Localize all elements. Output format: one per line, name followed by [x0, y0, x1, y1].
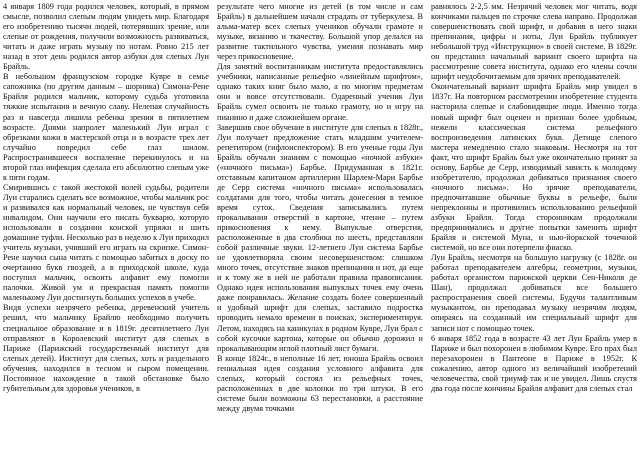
paragraph: Окончательный вариант шрифта Брайль мир увидел в 1837г. На повторном рассмотрении изобретение студента насторила слепые и слабовидящие люди. Именно тогда новый шрифт был оценен и признан более удобным, нежели классическая система рельефного воспроизведения латинских букв. Детище слепого мастера немедленно стало знаковым. Несмотря на тот факт, что шрифт Брайль был уже окончательно принят за основу, Барбье де Серр, изводимый зависть к молодому изобретателю, продолжал добиваться признания своего «ночного письма». Но зрячие преподаватели, предпочитавшие обычные буквы в рельефе, были непреклонны и противились использованию рельефной азбуки Брайля. Тогда сторонникам продолжали предпринимались и другие попытки заменить шрифт Брайля и системой Муна, и нью-йоркской точечной системой, но все они потерпели фиаско. — [431, 82, 637, 253]
paragraph: В небольшом французском городке Кувре в семье сапожника (по другим данным – шорника) Симона-Рене Брайля родился мальчик, которому судьба уготовила тяжкие испытания и вечную славу. Нелепая случайность раз и навсегда лишила ребенка зрения в пятилетнем возрасте. Днями напролет маленький Луи играл с обрезками кожи в мастерской отца и в возрасте трех лет случайно повредил себе глаз шилом. Распространившееся воспаление перекинулось и на второй глаз инфекция сделала его абсолютно слепым уже к пяти годам. — [3, 72, 209, 182]
paragraph: Завершив свое обучение в институте для слепых в 1828г., Луи получает предложение стать младшим учителем-репетитором (гифлоиспектором). В его ученые годы Луи Брайль обучали знаниям с помощью «ночной азбуки» («ночного письма») Барбье. Придуманная в 1821г. отставным капитаном артиллерии Шарлем-Мари Барбье де Серр система «ночного письма» использовалась солдатами для того, чтобы читать донесения в темное время суток. Сведения записывались путем прокалывания отверстий в картоне, чтение – путем прикосновения к нему. Выпуклые отверстия, расположенные в два столбика по шесть, представляли собой различные звуки. 12-летнего Луи система Барбье не удовлетворяла своим несовершенством: слишком много точек, отсутствие знаков препинания и нот, да еще и к тому же в ней не работали правила правописания. Однако идея использования выпуклых точек ему очень даже понравилась. Желание создать более совершенный и удобный шрифт для слепых, заставило подростка проводить немало времени в поисках, экспериментируя. Летом, находясь на каникулах в родном Кувре, Луи брал с собой кусочки картона, которые он обычно дорожил и прокалывающим иглой плотный лист бумаги. — [217, 122, 423, 353]
paragraph: Луи Брайль, несмотря на большую нагрузку (с 1828г. он работал преподавателем алгебры, геометрии, музыки, работал органистом парижской церкви Сен-Николя де Шан), продолжал добиваться все большего распространения своей системы. Будучи талантливым музыкантом, он преподавал музыку незрячим людям, опираясь на созданный им специальный шрифт для записи нот с помощью точек. — [431, 253, 637, 333]
paragraph: В конце 1824г., в неполные 16 лет, юноша Брайль освоил гениальная идея создания условного алфавита для слепых, который состоял из рельефных точек, расположенных в две колонки по три штуки. В его системе были возможны 63 перестановки, а расстояние между двумя точками — [217, 353, 423, 413]
paragraph: Видя успехи незрячего ребенка, деревенский учитель решил, что мальчику Брайлю необходимо получить специальное образование и в 1819г. десятилетнего Луи отправляют в Королевский институт для слепых в Париже (Парижский государственный институт для слепых детей). Институт для слепых, хоть и раздельного обучения, находился в тесном и сыром помещении. Постоянное нахождение в такой обстановке было губительным для здоровья учеников, в — [3, 303, 209, 393]
paragraph: Смирившись с такой жестокой волей судьбы, родители Луи старались сделать все возможное, чтобы мальчик рос и развивался как нормальный человек, не чувствуя себя инвалидом. Они научили его писать букварю, которую использовали в создании конской упряжи и шить домашние туфли. Несколько раз в неделю к Луи приходил учитель музыки, учивший его играть на скрипке. Симон-Рене научил сына читать с помощью забитых в доску по очертанию букв гвоздей, а в приходской школе, куда поступил мальчик, освоить алфавит ему помогли палочки. Живой ум и прекрасная память помогли маленькому Луи достигнуть больших успехов в учебе. — [3, 182, 209, 303]
text-column-2 — [217, 2, 423, 452]
paragraph: равнялось 2-2,5 мм. Незрячий человек мог читать, водя кончиками пальцев по строчке слева направо. Продолжая совершенствовать свой шрифт, и добавив в него знаки препинания, цифры и ноты, Луи Брайль публикует небольшой труд «Инструкцию» в своей системе. В 1829г. он представил начальный вариант своего шрифта на рассмотрение совета института, однако его члены сочли шрифт неудобочитаемым для зрячих преподавателей. — [431, 2, 637, 82]
text-column-1 — [3, 2, 209, 452]
paragraph: 6 января 1852 года в возрасте 43 лет Луи Брайль умер в Париже и был похоронен в любимом Кувре. Его прах был перезахоронен в Пантеоне в Париже в 1952г. К сожалению, автор одного из величайший изобретений человечества, свой триумф так и не увидел. Лишь спустя два года после кончины Брайля алфавит для слепых стал — [431, 333, 637, 393]
paragraph: Для занятий воспитанникам института предоставлялись учебники, написанные рельефно «линейным шрифтом», однако таких книг было мало, а по многим предметам они и вовсе отсутствовали. Одаренный ученик Луи Брайль сумел освоить не только грамоту, но и игру на пианино и даже сложнейшем органе. — [217, 62, 423, 122]
paragraph: 4 января 1809 года родился человек, который, в прямом смысле, позволил слепым людям увидеть мир. Благодаря его изобретению тысячи людей, потерявших зрение, или слепые от рождения, получили возможность развиваться, читать и даже играть музыку по нотам. Ровно 215 лет назад в этот день родился автор азбуки для слепых Луи Брайль. — [3, 2, 209, 72]
text-column-3 — [431, 2, 637, 452]
paragraph: результате чего многие из детей (в том числе и сам Брайль) в дальнейшем начали страдать от туберкулеза. В альма-матер всех слепых учеников обучали грамоте и музыке, вязанию и ткачеству. Большой упор делался на развитие тактильного чувства, умения познавать мир через прикосновение. — [217, 2, 423, 62]
